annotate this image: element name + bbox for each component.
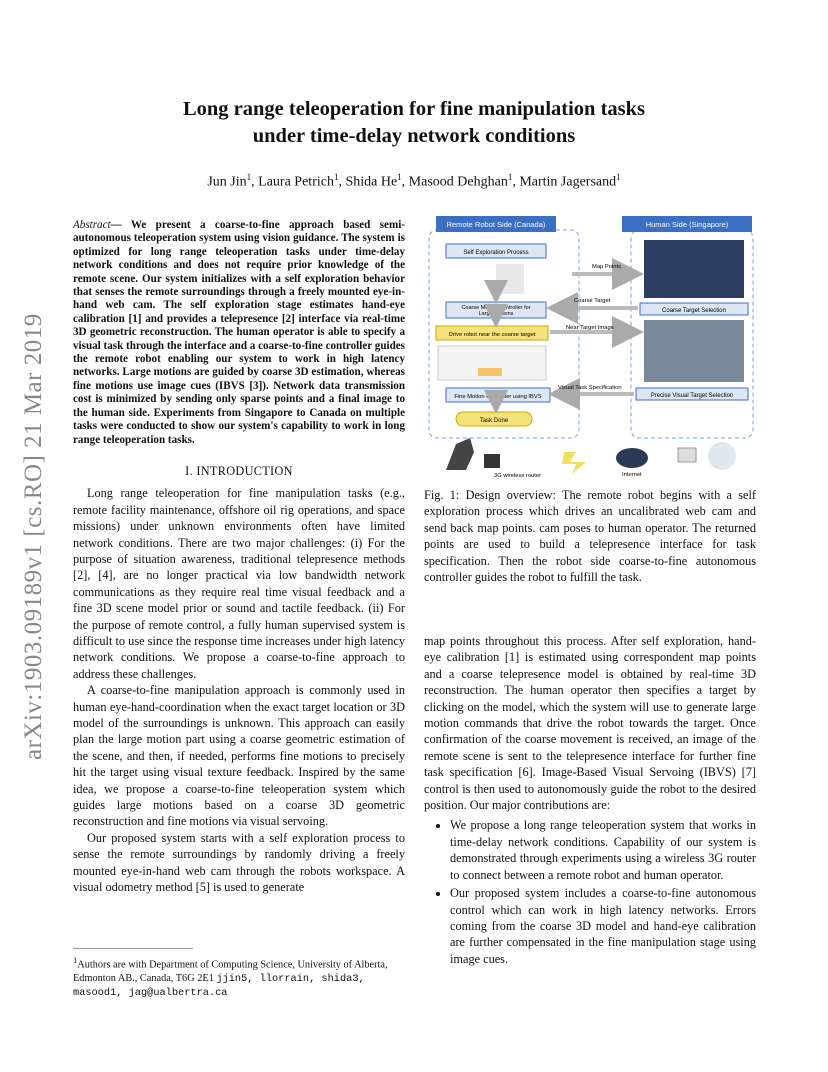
visual-task-spec-label: Visual Task Specification — [558, 385, 622, 391]
title-line-1: Long range teleoperation for fine manipulation tasks — [182, 98, 646, 120]
map-points-label: Map Points — [592, 264, 621, 270]
design-overview-figure — [426, 208, 756, 480]
intro-paragraph-3: Our proposed system starts with a self exploration process to sense the remote surroundings by randomly driving a freely mounted eye-in-hand web cam through the robots workspace. A visual odometry method [5] is used to generate — [73, 830, 405, 895]
author-name: Masood Dehghan — [408, 174, 508, 190]
title-line-2: under time-delay network conditions — [252, 125, 576, 147]
intro-paragraph-1: Long range teleoperation for fine manipulation tasks (e.g., remote facility maintenance, offshore oil rig operations, and space missions) under unknown environments often have limited network conditions. There are two major challenges: (i) For the purpose of situation awareness, traditional telepresence methods [2], [4], are no longer practical via low bandwidth network communications as they require real time visual feedback and a fine 3D scene model prior or sound and tactile feedback. (ii) For the purpose of remote control, a fully human supervised system is difficult to use since the response time increases under high latency network conditions. We propose a coarse-to-fine approach to address these challenges. — [73, 486, 405, 681]
remote-header: Remote Robot Side (Canada) — [446, 220, 546, 229]
ibvs-block-icon — [478, 368, 502, 376]
footnote — [73, 954, 405, 1000]
author-name: Martin Jagersand — [519, 174, 617, 190]
author-name: Shida He — [345, 174, 398, 190]
paper-title — [90, 96, 738, 150]
robot-arm-icon — [446, 438, 474, 470]
author-name: Laura Petrich — [258, 174, 334, 190]
coarse-selection-label: Coarse Target Selection — [662, 308, 726, 314]
reconstruction-image — [644, 240, 744, 298]
abstract-label: Abstract — [73, 219, 111, 231]
coarse-target-label: Coarse Target — [574, 298, 611, 304]
author-affiliation-mark: 1 — [333, 172, 339, 182]
contribution-item-2: • Our proposed system includes a coarse-to-fine autonomous control which can work in high latency networks. Errors coming from the coarse 3D model and hand-eye calibration are further compensated in the fine manipulation stage using image cues. — [450, 885, 756, 967]
computer-icon — [678, 448, 696, 462]
author-affiliation-mark: 1 — [246, 172, 252, 182]
abstract — [73, 219, 405, 447]
robot-photo-icon — [496, 264, 524, 294]
abstract-body: — We present a coarse-to-fine approach based semi-autonomous teleoperation system using vision guidance. The system is optimized for long range teleoperation tasks under time-delay network conditions and does not require prior knowledge of the remote scene. Our system initializes with a self exploration behavior that senses the remote surroundings through a freely mounted eye-in-hand web cam. The self exploration stage estimates hand-eye calibration [1] and provides a telepresence [2] interface via real-time 3D geometric reconstruction. The human operator is able to specify a visual task through the interface and a coarse-to-fine controller guides the remote robot enabling our system to work in high latency networks. Large motions are guided by coarse 3D estimation, whereas fine motions use image cues (IBVS [3]). Network data transmission cost is minimized by sending only sparse points and a final image to the human side. Experiments from Singapore to Canada on multiple tasks were conducted to show our system's capability to work in long range teleoperation tasks. — [73, 219, 405, 446]
figure-diagram — [426, 208, 756, 480]
operator-icon — [708, 442, 736, 470]
lightning-icon — [562, 452, 586, 474]
author-list: Jun Jin$^1$, Laura Petrich$^1$, Shida He$^1$, Masood Dehghan$^1$, Martin Jagersand$^1$ — [207, 172, 621, 190]
precise-selection-label: Precise Visual Target Selection — [650, 393, 734, 399]
near-target-image-label: Near Target Image — [566, 325, 614, 331]
figure-caption: Fig. 1: Design overview: The remote robot begins with a self exploration process which drives an uncalibrated web cam and send back map points. cam poses to human operator. The returned points are used to build a telepresence interface for task specification. Then the robot side coarse-to-fine autonomous controller guides the robot to fulfill the task. — [424, 488, 756, 585]
internet-icon — [616, 448, 648, 468]
footnote-mark: 1 — [73, 955, 78, 965]
drive-robot-label: Drive robot near the coarse target — [448, 332, 536, 338]
coarse-controller-label: Coarse Motion Controller for Large Motions — [461, 305, 531, 317]
router-label: 3G wireless router — [494, 473, 542, 479]
router-icon — [484, 454, 500, 468]
internet-label: Internet — [622, 472, 642, 478]
intro-paragraph-2: A coarse-to-fine manipulation approach is commonly used in human eye-hand-coordination when the exact target location or 3D model of the surroundings is unknown. This approach can easily plan the large motion part using a coarse geometric estimation of the scene, and then, if needed, performs fine motions to precisely hit the target using visual texture feedback. Inspired by the same idea, we propose a coarse-to-fine teleoperation system which guides large motions based on a coarse 3D geometric reconstruction and fine motions via visual servoing. — [73, 683, 405, 829]
left-column — [73, 219, 405, 895]
remote-scene-image — [644, 320, 744, 382]
contribution-item-1: • We propose a long range teleoperation system that works in time-delay network conditions. Capability of our system is demonstrated through experiments using a wireless 3G router to connect between a remote robot and human operator. — [450, 817, 756, 883]
author-affiliation-mark: 1 — [616, 172, 621, 182]
task-done-label: Task Done — [479, 418, 509, 424]
footnote-rule — [73, 948, 193, 949]
right-column — [424, 633, 756, 969]
author-name: Jun Jin — [207, 174, 247, 190]
right-paragraph: map points throughout this process. After self exploration, hand-eye calibration [1] is estimated using correspondent map points and a coarse telepresence model is obtained by real-time 3D reconstruction. The human operator then specifies a target by clicking on the model, which the system will use to generate large motion commands that drive the robot towards the target. Once confirmation of the coarse movement is received, an image of the remote scene is sent to the telepresence interface for further fine task specification [6]. Image-Based Visual Servoing (IBVS) [7] control is then used to autonomously guide the robot to the desired position. Our major contributions are: — [424, 634, 756, 813]
contributions-list — [424, 817, 756, 967]
footnote-emails: jjin5, llorrain, shida3, masood1, jag@ualbertra.ca — [73, 972, 365, 999]
footnote-text: Authors are with Department of Computing Science, University of Alberta, Edmonton AB., Canada, T6G 2E1 — [73, 959, 388, 984]
author-affiliation-mark: 1 — [397, 172, 402, 182]
arxiv-identifier: arXiv:1903.09189v1 [cs.RO] 21 Mar 2019 — [20, 313, 47, 760]
fine-controller-label: Fine Motion Controller using IBVS — [454, 394, 542, 400]
self-exploration-label: Self Exploration Process — [463, 250, 529, 256]
human-header: Human Side (Singapore) — [645, 220, 729, 229]
section-heading: I. INTRODUCTION — [185, 463, 293, 478]
author-affiliation-mark: 1 — [507, 172, 513, 182]
